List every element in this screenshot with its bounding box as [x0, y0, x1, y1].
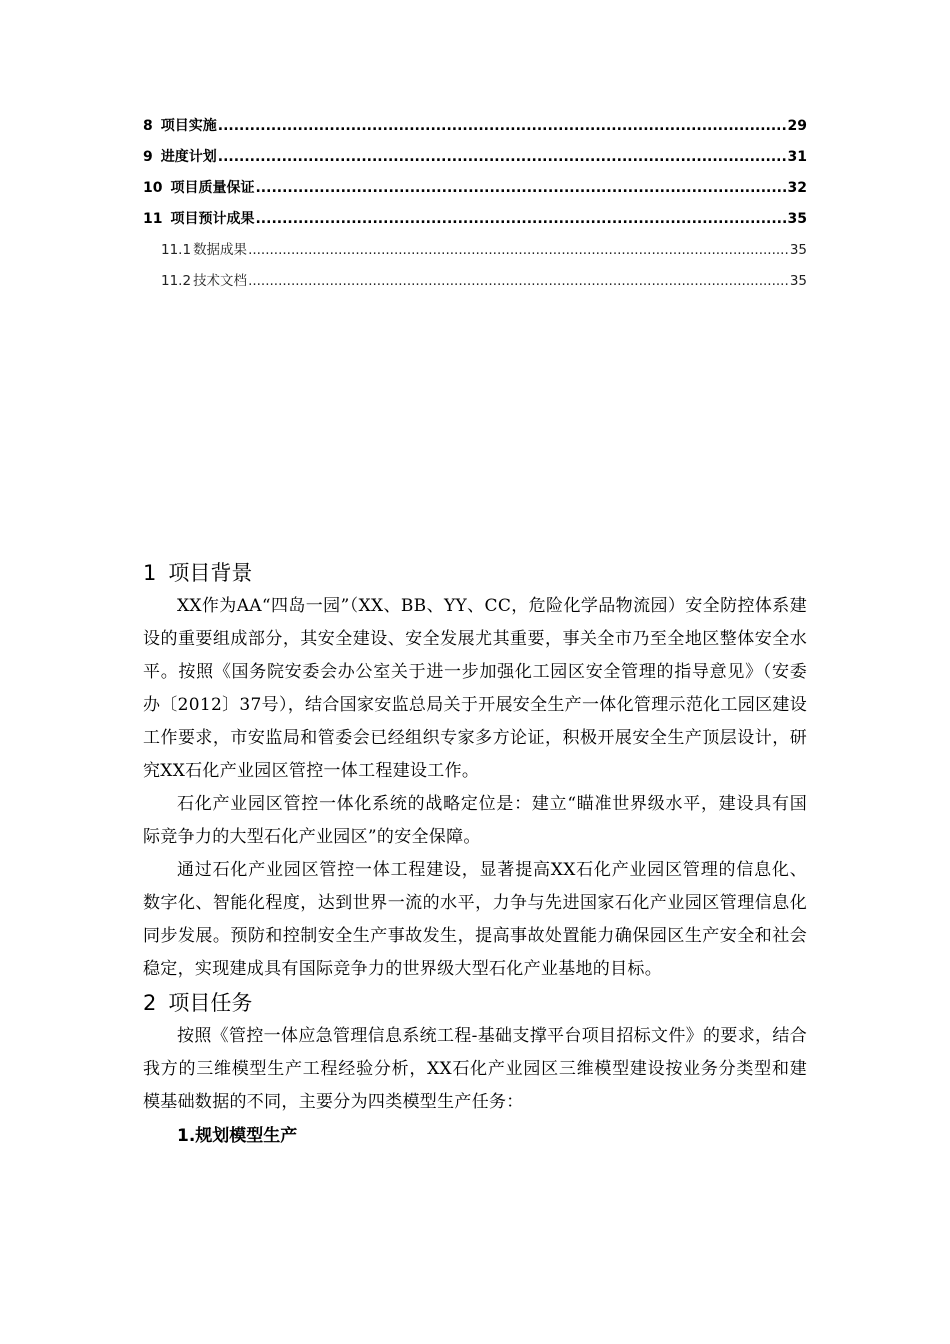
toc-page-number: 35	[789, 242, 807, 258]
toc-leader	[218, 115, 787, 137]
toc-page-number: 35	[789, 273, 807, 289]
paragraph: XX作为AA“四岛一园”（XX、BB、YY、CC，危险化学品物流园）安全防控体系建设的重要组成部分，其安全建设、安全发展尤其重要，事关全市乃至全地区整体安全水平。按照《国务院安委会办公室关于进一步加强化工园区安全管理的指导意见》（安委办〔2012〕37号），结合国家安监总局关于开展安全生产一体化管理示范化工园区建设工作要求，市安监局和管委会已经组织专家多方论证，积极开展安全生产顶层设计，研究XX石化产业园区管控一体工程建设工作。	[143, 596, 807, 781]
toc-leader	[248, 270, 789, 292]
toc-entry[interactable]	[143, 239, 807, 270]
toc-leader	[255, 208, 786, 230]
toc-entry[interactable]	[143, 146, 807, 177]
toc-number: 11	[143, 211, 163, 227]
paragraph: 石化产业园区管控一体化系统的战略定位是：建立“瞄准世界级水平，建设具有国际竞争力的大型石化产业园区”的安全保障。	[143, 794, 807, 847]
toc-page-number: 32	[787, 180, 807, 196]
paragraph: 按照《管控一体应急管理信息系统工程-基础支撑平台项目招标文件》的要求，结合我方的三维模型生产工程经验分析，XX石化产业园区三维模型建设按业务分类型和建模基础数据的不同，主要分为四类模型生产任务：	[143, 1026, 807, 1112]
toc-label: 项目实施	[160, 118, 217, 134]
toc-number: 9	[143, 149, 153, 165]
toc-page-number: 31	[787, 149, 807, 165]
toc-entry[interactable]	[143, 208, 807, 239]
section-heading	[143, 556, 807, 590]
toc-entry[interactable]	[143, 177, 807, 208]
toc-leader	[218, 146, 787, 168]
toc-number: 11.1	[161, 242, 192, 258]
toc-page-number: 35	[787, 211, 807, 227]
toc-label: 项目质量保证	[170, 180, 255, 196]
toc-entry[interactable]	[143, 115, 807, 146]
subsection-heading: 1.规划模型生产	[177, 1126, 298, 1146]
toc-number: 10	[143, 180, 163, 196]
section-title: 项目背景	[168, 561, 253, 585]
section-title: 项目任务	[168, 991, 253, 1015]
toc-number: 8	[143, 118, 153, 134]
toc-entry[interactable]	[143, 270, 807, 301]
toc-label: 数据成果	[193, 242, 248, 258]
toc-number: 11.2	[161, 273, 192, 289]
table-of-contents	[143, 115, 807, 301]
toc-leader	[248, 239, 789, 261]
toc-label: 项目预计成果	[170, 211, 255, 227]
document-body	[143, 556, 807, 1153]
section-number: 1	[143, 561, 157, 585]
toc-label: 进度计划	[160, 149, 217, 165]
section-heading	[143, 986, 807, 1020]
section-number: 2	[143, 991, 157, 1015]
toc-leader	[255, 177, 786, 199]
toc-label: 技术文档	[193, 273, 248, 289]
toc-page-number: 29	[787, 118, 807, 134]
paragraph: 通过石化产业园区管控一体工程建设，显著提高XX石化产业园区管理的信息化、数字化、智能化程度，达到世界一流的水平，力争与先进国家石化产业园区管理信息化同步发展。预防和控制安全生产事故发生，提高事故处置能力确保园区生产安全和社会稳定，实现建成具有国际竞争力的世界级大型石化产业基地的目标。	[143, 860, 807, 979]
